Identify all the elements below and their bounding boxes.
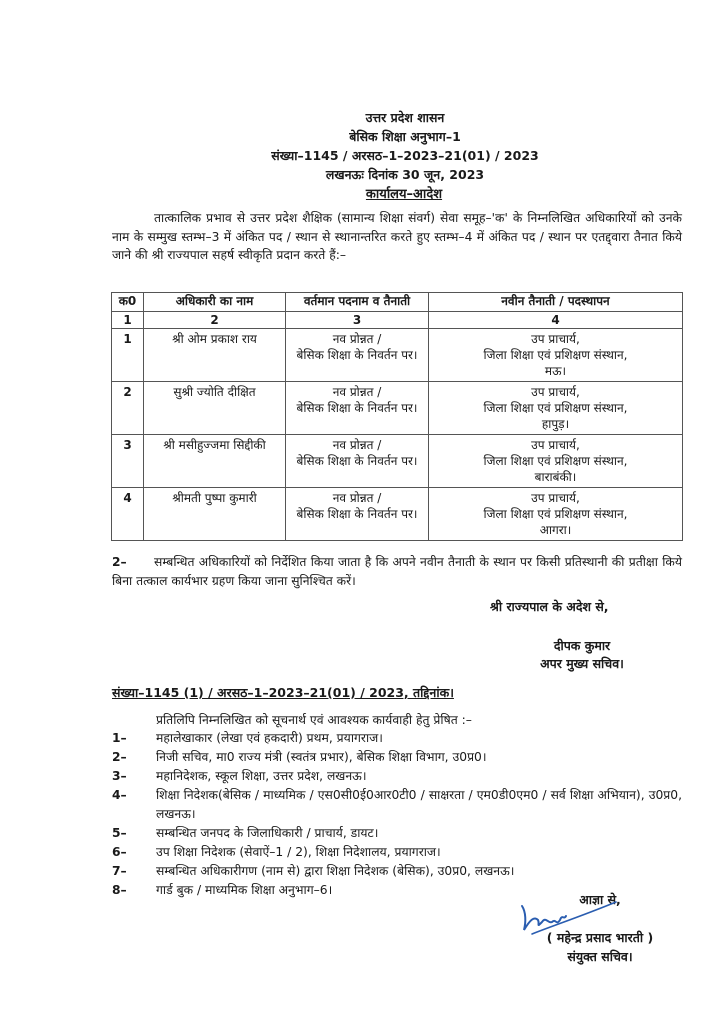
list-item: [112, 862, 682, 881]
list-item-number: 4–: [112, 788, 127, 802]
table-row: [112, 382, 683, 435]
officer-name-cell: श्री मसीहुज्जमा सिद्दीकी: [144, 435, 286, 488]
new-posting-line: जिला शिक्षा एवं प्रशिक्षण संस्थान,: [483, 348, 628, 362]
table-row: [112, 488, 683, 541]
paragraph-2-text: सम्बन्धित अधिकारियों को निर्देशित किया जाता है कि अपने नवीन तैनाती के स्थान पर किसी प्रतिस्थानी की प्रतीक्षा किये बिना तत्काल कार्यभार ग्रहण किया जाना सुनिश्चित करें।: [112, 555, 682, 588]
header-new-posting: नवीन तैनाती / पदस्थापन: [429, 293, 683, 312]
list-item: [112, 748, 682, 767]
table-header-row: [112, 293, 683, 312]
new-posting-line: जिला शिक्षा एवं प्रशिक्षण संस्थान,: [483, 401, 628, 415]
signatory-1-designation: अपर मुख्य सचिव।: [540, 656, 624, 671]
new-posting-line: जिला शिक्षा एवं प्रशिक्षण संस्थान,: [483, 507, 628, 521]
new-posting-line: उप प्राचार्य,: [531, 438, 580, 452]
column-number-row: [112, 312, 683, 329]
current-post-cell: [286, 435, 429, 488]
list-item-number: 3–: [112, 769, 127, 783]
current-post-line: बेसिक शिक्षा के निवर्तन पर।: [296, 401, 418, 415]
list-item-number: 8–: [112, 883, 127, 897]
document-header: [0, 108, 720, 184]
paragraph-2: [112, 553, 682, 591]
new-posting-line: बाराबंकी।: [534, 470, 577, 484]
list-item: [112, 786, 682, 824]
new-posting-line: आगरा।: [539, 523, 572, 537]
column-number: 3: [286, 312, 429, 329]
header-government: उत्तर प्रदेश शासन: [365, 110, 445, 125]
new-posting-line: मऊ।: [544, 364, 567, 378]
new-posting-line: जिला शिक्षा एवं प्रशिक्षण संस्थान,: [483, 454, 628, 468]
column-number: 2: [144, 312, 286, 329]
current-post-line: बेसिक शिक्षा के निवर्तन पर।: [296, 348, 418, 362]
officer-name-cell: सुश्री ज्योति दीक्षित: [144, 382, 286, 435]
list-item-number: 6–: [112, 845, 127, 859]
office-order-title: कार्यालय–आदेश: [365, 187, 443, 202]
new-posting-cell: [429, 329, 683, 382]
current-post-line: बेसिक शिक्षा के निवर्तन पर।: [296, 507, 418, 521]
list-item-number: 7–: [112, 864, 127, 878]
list-item: [112, 767, 682, 786]
table-row: [112, 329, 683, 382]
by-order-text: आज्ञा से,: [579, 892, 621, 907]
list-item-text: महानिदेशक, स्कूल शिक्षा, उत्तर प्रदेश, लखनऊ।: [156, 769, 367, 783]
list-item-text: सम्बन्धित अधिकारीगण (नाम से) द्वारा शिक्षा निदेशक (बेसिक), उ0प्र0, लखनऊ।: [156, 864, 515, 878]
list-item-text: सम्बन्धित जनपद के जिलाधिकारी / प्राचार्य, डायट।: [156, 826, 379, 840]
serial-cell: 1: [112, 329, 144, 382]
new-posting-line: उप प्राचार्य,: [531, 491, 580, 505]
current-post-cell: [286, 382, 429, 435]
paragraph-2-number: 2–: [112, 555, 127, 569]
signatory-block-1: [512, 637, 652, 673]
list-item-number: 1–: [112, 731, 127, 745]
signatory-2-designation: संयुक्त सचिव।: [567, 949, 633, 964]
list-item-number: 5–: [112, 826, 127, 840]
column-number: 1: [112, 312, 144, 329]
current-post-cell: [286, 488, 429, 541]
signatory-1-name: दीपक कुमार: [553, 638, 611, 653]
intro-paragraph-text: तात्कालिक प्रभाव से उत्तर प्रदेश शैक्षिक (सामान्य शिक्षा संवर्ग) सेवा समूह–'क' के निम्नलिखित अधिकारियों को उनके नाम के सम्मुख स्तम्भ–3 में अंकित पद / स्थान से स्थानान्तरित करते हुए स्तम्भ–4 में अंकित पद / स्थान पर एतद्द्वारा तैनात किये जाने की श्री राज्यपाल सहर्ष स्वीकृति प्रदान करते हैं:–: [112, 211, 682, 262]
header-current-post: वर्तमान पदनाम व तैनाती: [286, 293, 429, 312]
office-order-title-wrap: [0, 184, 720, 202]
list-item: [112, 843, 682, 862]
list-item: [112, 729, 682, 748]
list-item-text: शिक्षा निदेशक(बेसिक / माध्यमिक / एस0सी0ई0आर0टी0 / साक्षरता / एम0डी0एम0 / सर्व शिक्षा अभियान), उ0प्र0, लखनऊ।: [156, 788, 682, 821]
header-officer-name: अधिकारी का नाम: [144, 293, 286, 312]
header-order-number: संख्या–1145 / अरसठ–1–2023–21(01) / 2023: [271, 148, 539, 163]
serial-cell: 4: [112, 488, 144, 541]
officer-name-cell: श्री ओम प्रकाश राय: [144, 329, 286, 382]
new-posting-line: हापुड़।: [541, 417, 570, 431]
new-posting-cell: [429, 435, 683, 488]
governor-order-line: श्री राज्यपाल के अदेश से,: [490, 599, 609, 614]
header-section: बेसिक शिक्षा अनुभाग–1: [349, 129, 461, 144]
current-post-line: नव प्रोन्नत /: [332, 332, 382, 346]
current-post-line: नव प्रोन्नत /: [332, 438, 382, 452]
list-item: [112, 824, 682, 843]
list-item-text: उप शिक्षा निदेशक (सेवाऐं–1 / 2), शिक्षा निदेशालय, प्रयागराज।: [156, 845, 441, 859]
header-serial: क0: [112, 293, 144, 312]
column-number: 4: [429, 312, 683, 329]
list-item-number: 2–: [112, 750, 127, 764]
transfer-table: [111, 292, 683, 541]
serial-cell: 3: [112, 435, 144, 488]
current-post-cell: [286, 329, 429, 382]
list-item-text: निजी सचिव, मा0 राज्य मंत्री (स्वतंत्र प्रभार), बेसिक शिक्षा विभाग, उ0प्र0।: [156, 750, 487, 764]
current-post-line: नव प्रोन्नत /: [332, 385, 382, 399]
intro-paragraph: [112, 209, 682, 265]
copy-recipient-list: [112, 729, 682, 900]
signatory-2-name: ( महेन्द्र प्रसाद भारती ): [546, 930, 654, 945]
list-item-text: गार्ड बुक / माध्यमिक शिक्षा अनुभाग–6।: [156, 883, 333, 897]
serial-cell: 2: [112, 382, 144, 435]
header-place-date: लखनऊः दिनांक 30 जून, 2023: [325, 167, 485, 182]
new-posting-cell: [429, 382, 683, 435]
handwritten-signature-icon: [512, 898, 622, 938]
current-post-line: नव प्रोन्नत /: [332, 491, 382, 505]
table-row: [112, 435, 683, 488]
current-post-line: बेसिक शिक्षा के निवर्तन पर।: [296, 454, 418, 468]
officer-name-cell: श्रीमती पुष्पा कुमारी: [144, 488, 286, 541]
list-item-text: महालेखाकार (लेखा एवं हकदारी) प्रथम, प्रयागराज।: [156, 731, 383, 745]
new-posting-line: उप प्राचार्य,: [531, 332, 580, 346]
copy-reference-number: संख्या–1145 (1) / अरसठ–1–2023–21(01) / 2023, तद्दिनांक।: [112, 685, 454, 700]
new-posting-cell: [429, 488, 683, 541]
copy-intro-text: प्रतिलिपि निम्नलिखित को सूचनार्थ एवं आवश्यक कार्यवाही हेतु प्रेषित :–: [156, 713, 472, 727]
new-posting-line: उप प्राचार्य,: [531, 385, 580, 399]
